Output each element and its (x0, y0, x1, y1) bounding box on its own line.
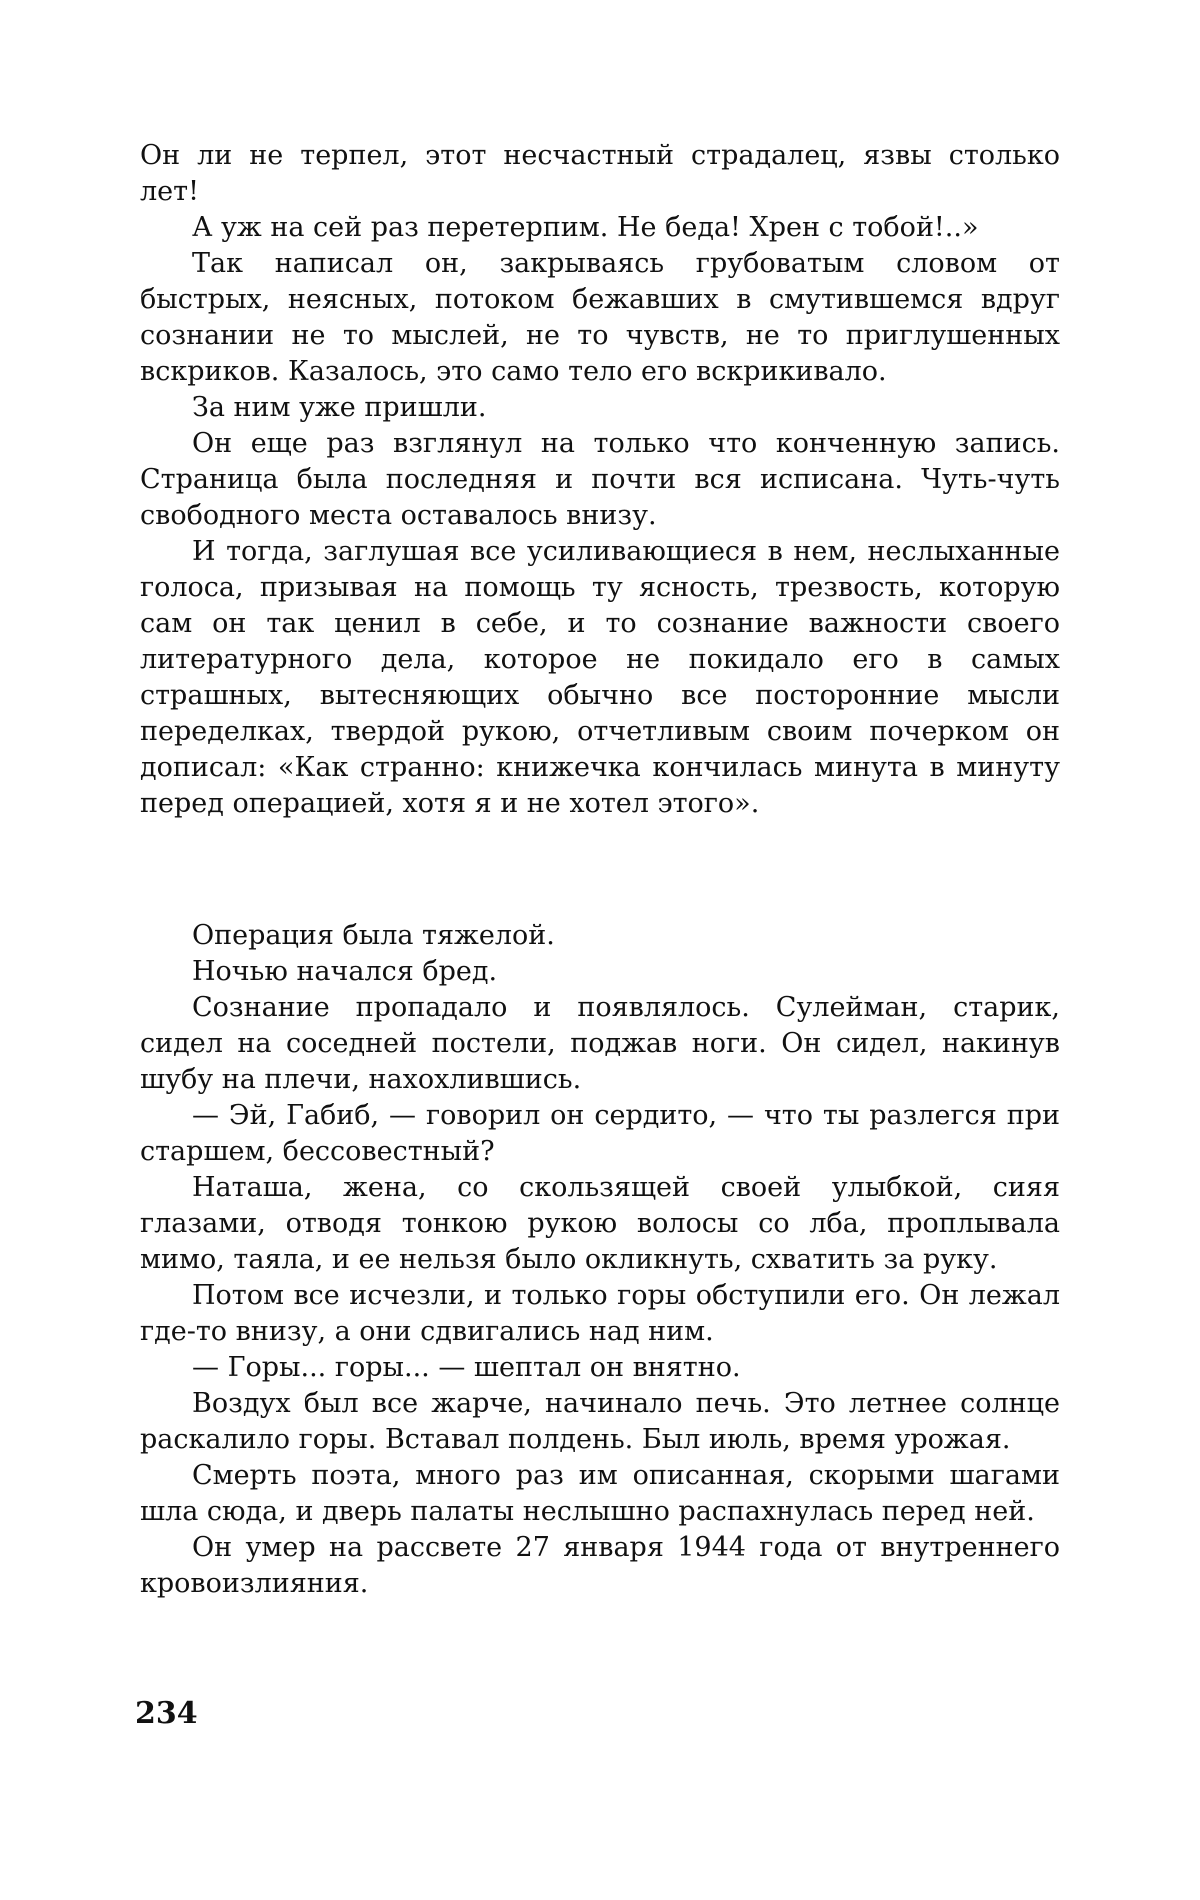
paragraph: За ним уже пришли. (140, 390, 1060, 426)
paragraph: И тогда, заглушая все усиливающиеся в нем, неслыханные голоса, призывая на помощь ту ясность, трезвость, которую сам он так ценил в себе, и то сознание важности своего литературного дела, которое не покидало его в самых страшных, вытесняющих обычно все посторонние мысли переделках, твердой рукою, отчетливым своим почерком он дописал: «Как странно: книжечка кончилась минута в минуту перед операцией, хотя я и не хотел этого». (140, 534, 1060, 822)
text-section-top (140, 138, 1060, 822)
book-page (0, 0, 1200, 1900)
paragraph: Так написал он, закрываясь грубоватым словом от быстрых, неясных, потоком бежавших в смутившемся вдруг сознании не то мыслей, не то чувств, не то приглушенных вскриков. Казалось, это само тело его вскрикивало. (140, 246, 1060, 390)
paragraph: Он ли не терпел, этот несчастный страдалец, язвы столько лет! (140, 138, 1060, 210)
paragraph: Сознание пропадало и появлялось. Сулейман, старик, сидел на соседней постели, поджав ноги. Он сидел, накинув шубу на плечи, нахохлившись. (140, 990, 1060, 1098)
paragraph: Ночью начался бред. (140, 954, 1060, 990)
paragraph: Наташа, жена, со скользящей своей улыбкой, сияя глазами, отводя тонкою рукою волосы со лба, проплывала мимо, таяла, и ее нельзя было окликнуть, схватить за руку. (140, 1170, 1060, 1278)
paragraph: Потом все исчезли, и только горы обступили его. Он лежал где-то внизу, а они сдвигались над ним. (140, 1278, 1060, 1350)
paragraph: Смерть поэта, много раз им описанная, скорыми шагами шла сюда, и дверь палаты неслышно распахнулась перед ней. (140, 1458, 1060, 1530)
paragraph: Воздух был все жарче, начинало печь. Это летнее солнце раскалило горы. Вставал полдень. Был июль, время урожая. (140, 1386, 1060, 1458)
paragraph: А уж на сей раз перетерпим. Не беда! Хрен с тобой!..» (140, 210, 1060, 246)
paragraph: Он еще раз взглянул на только что конченную запись. Страница была последняя и почти вся исписана. Чуть-чуть свободного места оставалось внизу. (140, 426, 1060, 534)
paragraph: Он умер на рассвете 27 января 1944 года от внутреннего кровоизлияния. (140, 1530, 1060, 1602)
text-section-bottom (140, 918, 1060, 1602)
paragraph: Операция была тяжелой. (140, 918, 1060, 954)
page-number: 234 (135, 1696, 198, 1732)
paragraph: — Эй, Габиб, — говорил он сердито, — что ты разлегся при старшем, бессовестный? (140, 1098, 1060, 1170)
paragraph: — Горы... горы... — шептал он внятно. (140, 1350, 1060, 1386)
